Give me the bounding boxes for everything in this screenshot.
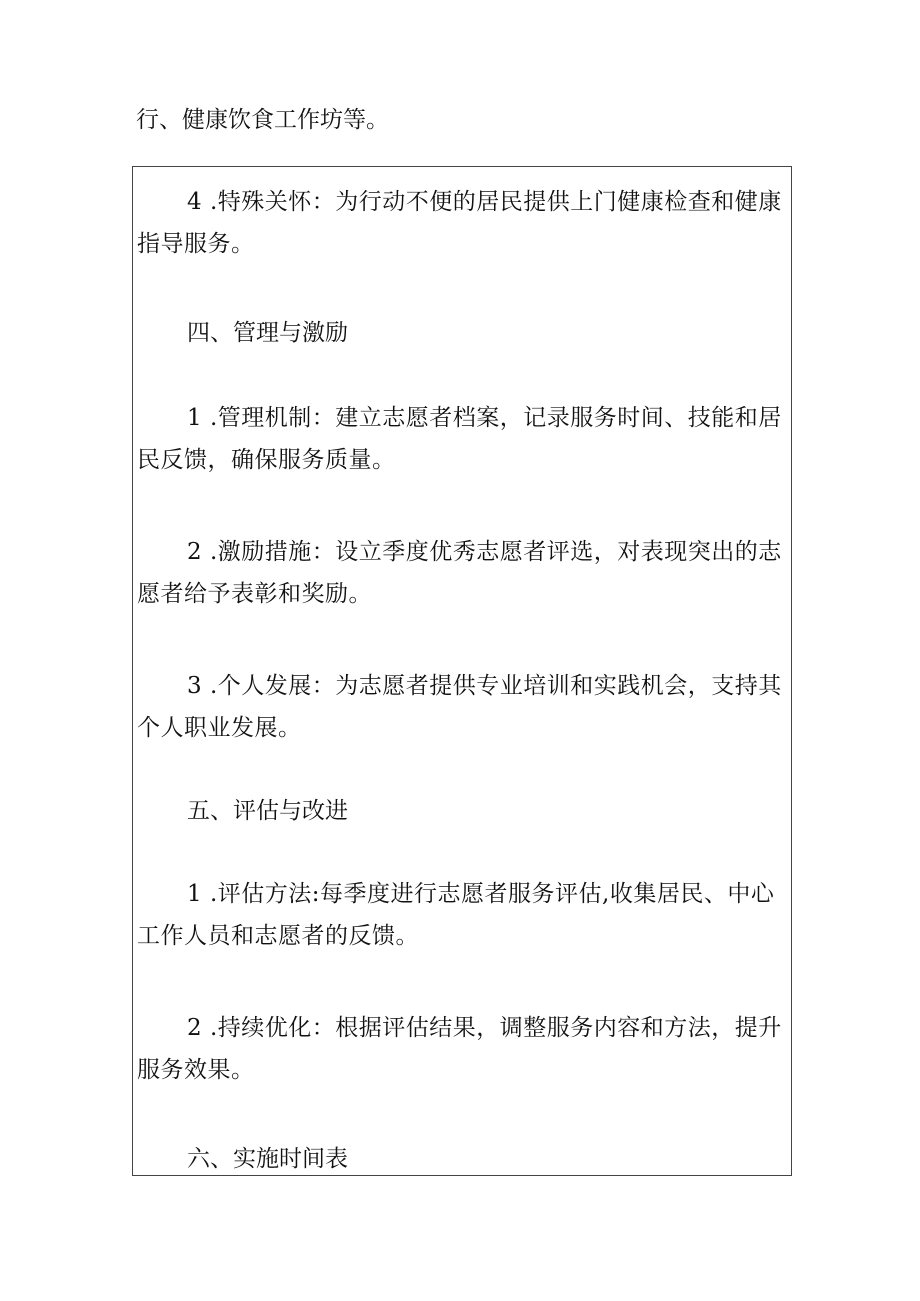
- item-personal-development: 3 .个人发展：为志愿者提供专业培训和实践机会，支持其个人职业发展。: [137, 673, 782, 741]
- section-heading-management: 四、管理与激励: [187, 320, 348, 346]
- item-management-mechanism: 1 .管理机制：建立志愿者档案，记录服务时间、技能和居民反馈，确保服务质量。: [137, 405, 782, 473]
- item-continuous-optimization: 2 .持续优化：根据评估结果，调整服务内容和方法，提升服务效果。: [137, 1015, 782, 1083]
- continued-paragraph-tail: 行、健康饮食工作坊等。: [136, 107, 389, 133]
- content-table-cell: [132, 166, 792, 1176]
- item-evaluation-method: 1 .评估方法:每季度进行志愿者服务评估,收集居民、中心工作人员和志愿者的反馈。: [137, 881, 775, 949]
- item-special-care: 4 .特殊关怀：为行动不便的居民提供上门健康检查和健康指导服务。: [137, 189, 782, 257]
- section-heading-timeline: 六、实施时间表: [187, 1146, 348, 1172]
- item-incentive-measures: 2 .激励措施：设立季度优秀志愿者评选，对表现突出的志愿者给予表彰和奖励。: [137, 539, 782, 607]
- section-heading-evaluation: 五、评估与改进: [187, 798, 348, 824]
